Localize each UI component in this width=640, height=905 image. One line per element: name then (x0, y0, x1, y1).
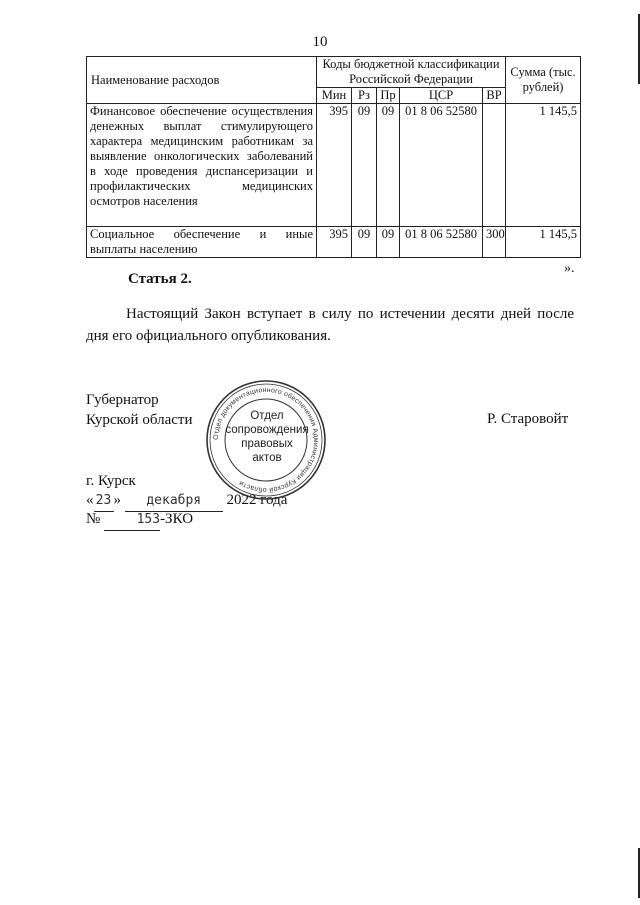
header-codes-group: Коды бюджетной классификации Российской Федерации (317, 57, 506, 88)
stamp-center-text (214, 409, 320, 465)
page-number: 10 (312, 34, 328, 50)
city: г. Курск (86, 473, 136, 489)
law-number (86, 509, 193, 531)
row-rz: 09 (352, 227, 377, 258)
table-row (87, 104, 581, 227)
budget-table (86, 56, 581, 258)
signatory-name: Р. Старовойт (487, 411, 569, 427)
header-code-csr: ЦСР (400, 88, 483, 104)
stamp-line3: правовых (241, 438, 293, 450)
row-sum: 1 145,5 (506, 104, 581, 227)
row-vr: 300 (483, 227, 506, 258)
header-sum: Сумма (тыс. рублей) (506, 57, 581, 104)
date-day: 23 (94, 491, 114, 512)
date-close-quote: » (113, 492, 121, 508)
number-value: 153 (104, 510, 160, 531)
row-rz: 09 (352, 104, 377, 227)
row-csr: 01 8 06 52580 (400, 104, 483, 227)
stamp-line2: сопровождения (225, 424, 309, 436)
header-name: Наименование расходов (87, 57, 317, 104)
stamp-ring-text: Отдел документационного обеспечения Администрации Курской области (212, 386, 320, 494)
number-suffix: -ЗКО (160, 511, 194, 527)
signatory-title (86, 390, 192, 430)
row-csr: 01 8 06 52580 (400, 227, 483, 258)
row-name: Финансовое обеспечение осуществления денежных выплат стимулирующего характера медицинским работникам за выявление онкологических заболеваний в ходе проведения диспансеризации и профилактических медицинских осмотров населения (87, 104, 317, 227)
closing-quote: ». (564, 261, 575, 276)
article-title: Статья 2. (128, 271, 192, 287)
table-row (87, 227, 581, 258)
row-vr (483, 104, 506, 227)
row-min: 395 (317, 227, 352, 258)
row-name: Социальное обеспечение и иные выплаты населению (87, 227, 317, 258)
header-code-vr: ВР (483, 88, 506, 104)
header-code-min: Мин (317, 88, 352, 104)
row-sum: 1 145,5 (506, 227, 581, 258)
stamp-line4: актов (252, 452, 282, 464)
date-open-quote: « (86, 492, 94, 508)
signatory-title-line2: Курской области (86, 412, 193, 428)
header-code-pr: Пр (377, 88, 400, 104)
row-min: 395 (317, 104, 352, 227)
signatory-title-line1: Губернатор (86, 392, 159, 408)
date-year: 2022 года (226, 492, 288, 508)
article-text: Настоящий Закон вступает в силу по истечении десяти дней после дня его официального опубликования. (86, 306, 574, 344)
date-month: декабря (125, 491, 223, 512)
row-pr: 09 (377, 227, 400, 258)
stamp-line1: Отдел (250, 410, 284, 422)
table-header-row (87, 57, 581, 88)
row-pr: 09 (377, 104, 400, 227)
header-code-rz: Рз (352, 88, 377, 104)
number-sign: № (86, 511, 101, 527)
